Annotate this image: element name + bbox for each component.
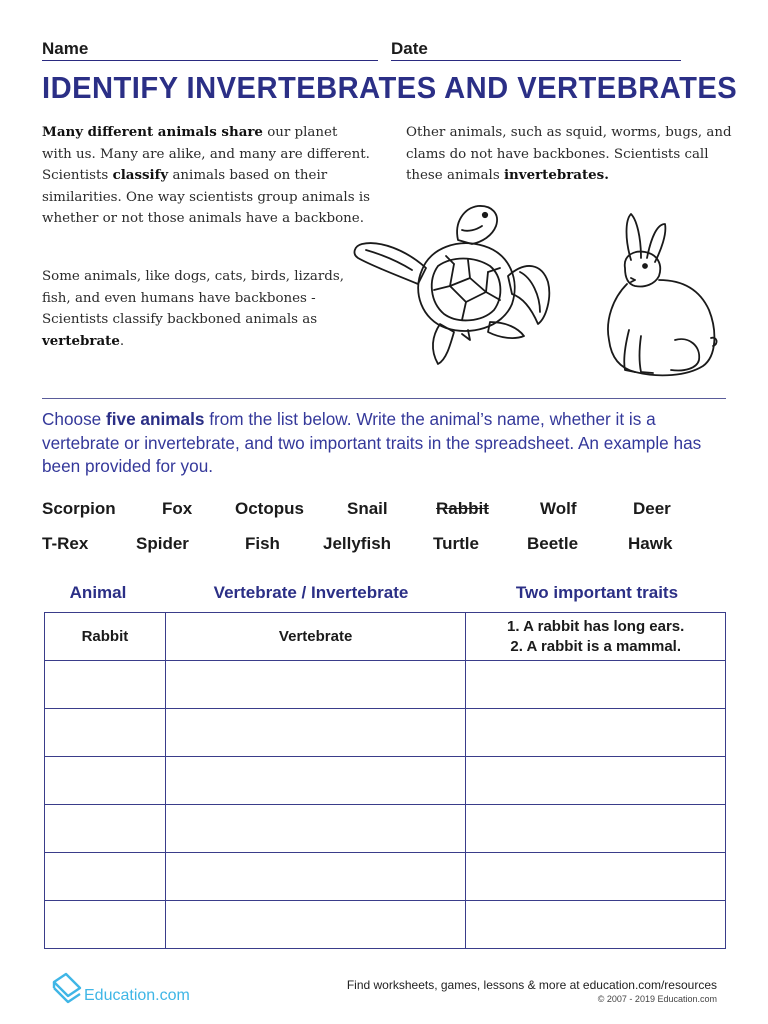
type-cell[interactable] xyxy=(165,709,466,757)
intro-bold-1: Many different animals share xyxy=(42,124,263,140)
instructions xyxy=(42,408,732,479)
table-row xyxy=(45,901,726,949)
education-logo-text: Education.com xyxy=(84,987,190,1004)
intro-paragraph-3 xyxy=(406,122,734,187)
footer-tagline: Find worksheets, games, lessons & more at education.com/resources xyxy=(346,978,717,992)
animal-cell[interactable] xyxy=(45,661,166,709)
column-header-vertebrate-invertebrate: Vertebrate / Invertebrate xyxy=(213,583,409,602)
intro-text-1a: our planet with us. Many are alike, and many are different. Scientists xyxy=(42,125,370,183)
animal-word-beetle: Beetle xyxy=(527,534,579,553)
example-trait-2: 2. A rabbit is a mammal. xyxy=(510,637,681,655)
animal-cell[interactable] xyxy=(45,853,166,901)
animal-cell[interactable] xyxy=(45,901,166,949)
section-divider xyxy=(42,398,726,399)
intro-text-1b: animals based on their similarities. One way scientists group animals is whether or not those animals have a backbone. xyxy=(42,168,370,226)
instructions-bold: five animals xyxy=(106,409,205,429)
name-label: Name xyxy=(42,39,89,58)
instructions-text-a: Choose xyxy=(42,409,107,429)
animal-cell[interactable] xyxy=(45,757,166,805)
rabbit-illustration xyxy=(595,210,720,382)
intro-text-3a: Other animals, such as squid, worms, bugs, and clams do not have backbones. Scientists call these animals xyxy=(406,125,732,183)
instructions-text-b: from the list below. Write the animal’s name, whether it is a vertebrate or invertebrate, and two important traits in the spreadsheet. An example has been provided for you. xyxy=(42,409,702,476)
intro-paragraph-2 xyxy=(42,266,360,352)
traits-cell[interactable] xyxy=(466,901,726,949)
table-row xyxy=(45,709,726,757)
traits-cell[interactable] xyxy=(466,709,726,757)
animal-word-hawk: Hawk xyxy=(628,534,673,553)
animal-cell[interactable] xyxy=(45,709,166,757)
animal-word-t-rex: T-Rex xyxy=(42,534,89,553)
type-cell[interactable] xyxy=(165,901,466,949)
animal-word-fish: Fish xyxy=(245,534,280,553)
traits-cell[interactable] xyxy=(466,661,726,709)
intro-text-2b: . xyxy=(119,333,125,349)
animal-word-rabbit-crossed: Rabbit xyxy=(436,499,489,518)
intro-bold-vertebrate: vertebrate xyxy=(42,332,120,349)
intro-bold-invertebrates: invertebrates. xyxy=(503,167,609,183)
table-row xyxy=(45,661,726,709)
type-cell[interactable] xyxy=(165,661,466,709)
example-traits-cell xyxy=(466,613,726,661)
name-line[interactable] xyxy=(42,60,378,61)
example-type-cell: Vertebrate xyxy=(165,613,466,661)
example-trait-1: 1. A rabbit has long ears. xyxy=(507,617,685,635)
animal-word-scorpion: Scorpion xyxy=(42,499,116,518)
traits-cell[interactable] xyxy=(466,805,726,853)
table-row xyxy=(45,853,726,901)
type-cell[interactable] xyxy=(165,805,466,853)
sea-turtle-illustration xyxy=(350,200,555,370)
footer-copyright: © 2007 - 2019 Education.com xyxy=(597,994,717,1004)
column-header-animal: Animal xyxy=(69,583,127,602)
example-animal-cell: Rabbit xyxy=(45,613,166,661)
page-title: IDENTIFY INVERTEBRATES AND VERTEBRATES xyxy=(42,70,738,105)
table-row xyxy=(45,805,726,853)
intro-paragraph-1 xyxy=(42,122,370,230)
column-header-traits: Two important traits xyxy=(515,583,679,602)
animal-word-wolf: Wolf xyxy=(540,499,577,518)
education-logo-icon xyxy=(50,970,84,1004)
table-row-example xyxy=(45,613,726,661)
animal-cell[interactable] xyxy=(45,805,166,853)
traits-cell[interactable] xyxy=(466,757,726,805)
animal-word-jellyfish: Jellyfish xyxy=(323,534,392,553)
date-label: Date xyxy=(391,39,428,58)
date-line[interactable] xyxy=(391,60,681,61)
animal-word-turtle: Turtle xyxy=(433,534,479,553)
animal-word-fox: Fox xyxy=(162,499,193,518)
traits-cell[interactable] xyxy=(466,853,726,901)
table-row xyxy=(45,757,726,805)
intro-bold-classify: classify xyxy=(112,167,169,183)
type-cell[interactable] xyxy=(165,853,466,901)
type-cell[interactable] xyxy=(165,757,466,805)
animal-spreadsheet xyxy=(44,612,726,949)
animal-word-snail: Snail xyxy=(347,499,388,518)
animal-word-octopus: Octopus xyxy=(235,499,304,518)
animal-word-deer: Deer xyxy=(633,499,671,518)
animal-word-spider: Spider xyxy=(136,534,189,553)
intro-text-2a: Some animals, like dogs, cats, birds, lizards, fish, and even humans have backbones - Scientists classify backboned animals as xyxy=(42,269,344,327)
